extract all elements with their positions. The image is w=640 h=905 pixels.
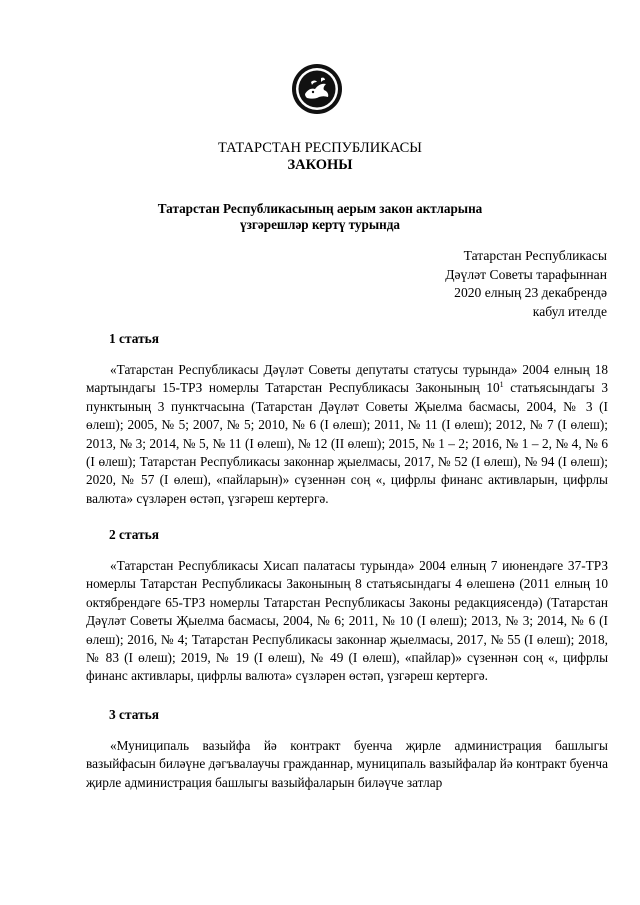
article-2-text: «Татарстан Республикасы Хисап палатасы турында» 2004 елның 7 июнендәге 37-ТРЗ номерлы Татарстан Республикасы Законының 8 статьясындагы 4 өлешенә (2011 елның 10 октябрендәге 65-ТРЗ номерлы Татарстан Республикасы Законы редакциясендә) (Татарстан Дәүләт Советы Җыелма басмасы, 2004, № 6; 2011, № 10 (I өлеш); 2013, № 3; 2014, № 6 (I өлеш); 2016, № 4; Татарстан Республикасы законнар җыелмасы, 2017, № 55 (I өлеш); 2018, № 83 (I өлеш); 2019, № 19 (I өлеш), № 49 (I өлеш), «пайлар)» сүзеннән соң «, цифрлы финанс активлары, цифрлы валюта» сүзләрен өстәп, үзгәреш кертергә. (86, 558, 608, 684)
article-3-heading: 3 статья (109, 707, 159, 722)
article-1-heading: 1 статья (109, 331, 159, 346)
adoption-note (445, 247, 607, 321)
adoption-line: Татарстан Республикасы (463, 248, 607, 263)
header-law: ЗАКОНЫ (287, 157, 353, 173)
tatarstan-coat-of-arms-icon (291, 63, 343, 115)
article-1-text (86, 361, 608, 508)
document-title-line-2: үзгәрешләр кертү турында (240, 217, 400, 232)
adoption-line: 2020 елның 23 декабрендә (454, 285, 607, 300)
adoption-line: кабул ителде (532, 303, 607, 319)
header-republic: ТАТАРСТАН РЕСПУБЛИКАСЫ (218, 140, 422, 156)
article-2-heading: 2 статья (109, 527, 159, 542)
adoption-line: Дәүләт Советы тарафыннан (445, 266, 607, 282)
article-1-text-part: статьясындагы 3 пунктының 3 пунктчасына (Татарстан Дәүләт Советы Җыелма басмасы, 2004, № 3 (I өлеш); 2005, № 5; 2007, № 5; 2010, № 6 (I өлеш); 2011, № 11 (I өлеш); 2012, № 7 (I өлеш); 2013, № 3; 2014, № 5, № 11 (I өлеш), № 12 (II өлеш); 2015, № 1 – 2; 2016, № 1 – 2, № 4, № 6 (I өлеш); Татарстан Республикасы законнар җыелмасы, 2017, № 52 (I өлеш), № 94 (I өлеш); 2020, № 57 (I өлеш), «пайларын)» сүзеннән соң «, цифрлы финанс активларын, цифрлы валюта» сүзләрен өстәп, үзгәреш кертергә. (86, 380, 608, 506)
superscript: 1 (499, 380, 504, 390)
document-title-line-1: Татарстан Республикасының аерым закон актларына (157, 201, 483, 216)
article-1-text-part: «Татарстан Республикасы Дәүләт Советы депутаты статусы турында» 2004 елның 18 мартындагы 15-ТРЗ номерлы Татарстан Республикасы Законының 10 (86, 362, 608, 396)
article-3-text: «Муниципаль вазыйфа йә контракт буенча җирле администрация башлыгы вазыйфасын биләүне дәгъвалаучы гражданнар, муниципаль вазыйфалар йә контракт буенча җирле администрация башлыгы вазыйфаларын биләүче затлар (86, 738, 608, 790)
